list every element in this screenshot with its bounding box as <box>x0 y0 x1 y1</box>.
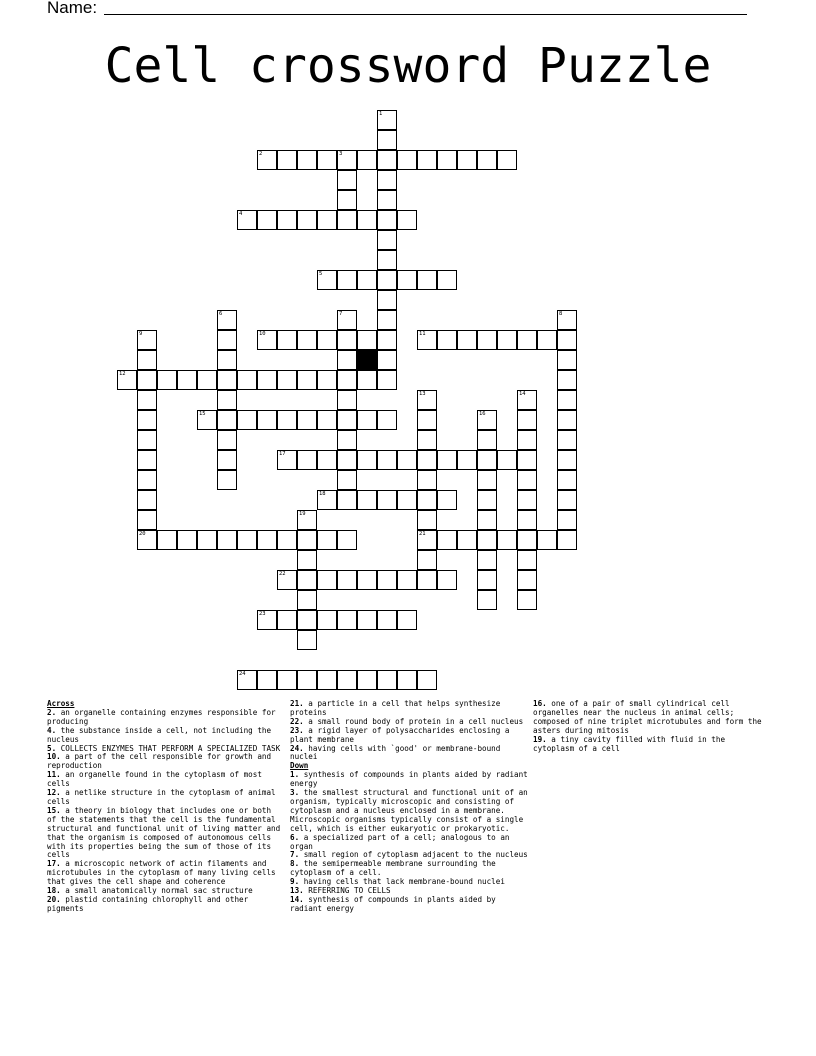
grid-cell[interactable] <box>137 410 157 430</box>
clue-number: 18 <box>319 491 326 497</box>
grid-cell[interactable] <box>137 390 157 410</box>
grid-cell[interactable] <box>377 670 397 690</box>
grid-cell[interactable] <box>337 150 357 170</box>
down-heading: Down <box>290 761 309 771</box>
clue-across-23: 23. a rigid layer of polysaccharides enclosing a plant membrane <box>290 725 510 744</box>
grid-cell[interactable] <box>377 290 397 310</box>
grid-cell[interactable] <box>317 450 337 470</box>
grid-cell[interactable] <box>237 370 257 390</box>
grid-cell[interactable] <box>377 450 397 470</box>
grid-cell[interactable] <box>357 270 377 290</box>
grid-cell[interactable] <box>417 410 437 430</box>
clues-column-2 <box>290 700 528 914</box>
grid-cell[interactable] <box>217 370 237 390</box>
grid-cell[interactable] <box>517 590 537 610</box>
grid-cell[interactable] <box>377 250 397 270</box>
grid-cell[interactable] <box>517 530 537 550</box>
grid-cell[interactable] <box>417 270 437 290</box>
grid-cell[interactable] <box>337 170 357 190</box>
grid-cell[interactable] <box>317 530 337 550</box>
clue-number: 16 <box>479 411 486 417</box>
grid-cell[interactable] <box>377 310 397 330</box>
clue-across-18: 18. a small anatomically normal sac structure <box>47 886 253 896</box>
grid-cell[interactable] <box>137 430 157 450</box>
grid-cell[interactable] <box>317 570 337 590</box>
grid-cell[interactable] <box>297 610 317 630</box>
grid-cell[interactable] <box>377 410 397 430</box>
grid-cell[interactable] <box>557 330 577 350</box>
grid-cell[interactable] <box>537 330 557 350</box>
grid-cell[interactable] <box>517 510 537 530</box>
grid-cell[interactable] <box>357 490 377 510</box>
grid-cell[interactable] <box>177 530 197 550</box>
grid-cell[interactable] <box>257 670 277 690</box>
name-row <box>47 0 747 19</box>
grid-cell[interactable] <box>437 490 457 510</box>
grid-cell[interactable] <box>157 530 177 550</box>
grid-cell[interactable] <box>517 450 537 470</box>
grid-cell[interactable] <box>277 370 297 390</box>
grid-cell[interactable] <box>237 670 257 690</box>
grid-cell[interactable] <box>337 390 357 410</box>
grid-cell[interactable] <box>157 370 177 390</box>
grid-cell[interactable] <box>417 430 437 450</box>
grid-cell[interactable] <box>397 570 417 590</box>
grid-cell[interactable] <box>137 330 157 350</box>
clue-number: 5 <box>319 271 323 277</box>
grid-cell[interactable] <box>217 310 237 330</box>
clue-down-9: 9. having cells that lack membrane-bound nuclei <box>290 877 505 887</box>
clue-across-15: 15. a theory in biology that includes one or both of the statements that the cell is the fundamental structural and functional unit of living matter and that the organism is composed of autonomous cells with its properties being the sum of those of its cells <box>47 805 281 860</box>
clue-down-16: 16. one of a pair of small cylindrical cell organelles near the nucleus in animal cells; composed of nine triplet microtubules and form the asters during mitosis <box>533 699 762 735</box>
clue-down-8: 8. the semipermeable membrane surrounding the cytoplasm of a cell. <box>290 859 496 878</box>
grid-cell[interactable] <box>557 310 577 330</box>
grid-cell[interactable] <box>357 570 377 590</box>
grid-cell[interactable] <box>557 350 577 370</box>
grid-cell[interactable] <box>377 490 397 510</box>
grid-cell[interactable] <box>257 150 277 170</box>
grid-cell[interactable] <box>297 670 317 690</box>
grid-cell[interactable] <box>437 150 457 170</box>
grid-cell[interactable] <box>517 410 537 430</box>
clue-across-12: 12. a netlike structure in the cytoplasm of animal cells <box>47 788 276 806</box>
grid-cell[interactable] <box>517 570 537 590</box>
grid-cell[interactable] <box>337 610 357 630</box>
grid-cell[interactable] <box>377 190 397 210</box>
clue-number: 3 <box>339 151 343 157</box>
clue-number: 1 <box>379 111 383 117</box>
grid-cell[interactable] <box>417 490 437 510</box>
grid-cell[interactable] <box>237 530 257 550</box>
clues-column-1 <box>47 700 283 914</box>
grid-cell[interactable] <box>437 450 457 470</box>
grid-cell[interactable] <box>237 210 257 230</box>
grid-cell[interactable] <box>557 450 577 470</box>
grid-cell[interactable] <box>137 490 157 510</box>
grid-cell[interactable] <box>417 670 437 690</box>
grid-cell[interactable] <box>397 450 417 470</box>
grid-cell[interactable] <box>477 330 497 350</box>
grid-cell[interactable] <box>557 530 577 550</box>
grid-cell[interactable] <box>317 210 337 230</box>
grid-cell[interactable] <box>437 530 457 550</box>
grid-cell[interactable] <box>417 470 437 490</box>
grid-cell[interactable] <box>557 470 577 490</box>
grid-cell[interactable] <box>497 150 517 170</box>
grid-cell[interactable] <box>297 150 317 170</box>
grid-cell[interactable] <box>217 450 237 470</box>
page-title: Cell crossword Puzzle <box>104 38 712 94</box>
grid-cell[interactable] <box>397 670 417 690</box>
grid-cell[interactable] <box>477 530 497 550</box>
grid-cell[interactable] <box>357 150 377 170</box>
grid-cell[interactable] <box>257 210 277 230</box>
grid-cell[interactable] <box>297 630 317 650</box>
grid-cell[interactable] <box>517 550 537 570</box>
grid-cell[interactable] <box>317 270 337 290</box>
grid-cell[interactable] <box>297 410 317 430</box>
grid-cell[interactable] <box>377 610 397 630</box>
grid-cell[interactable] <box>337 670 357 690</box>
clue-across-11: 11. an organelle found in the cytoplasm of most cells <box>47 770 262 789</box>
grid-cell[interactable] <box>217 350 237 370</box>
clue-across-24: 24. having cells with `good' or membrane-bound nuclei <box>290 743 501 762</box>
grid-cell[interactable] <box>337 310 357 330</box>
clue-number: 8 <box>559 311 563 317</box>
grid-cell[interactable] <box>257 370 277 390</box>
grid-cell[interactable] <box>477 150 497 170</box>
grid-cell[interactable] <box>417 150 437 170</box>
grid-cell[interactable] <box>297 330 317 350</box>
grid-cell[interactable] <box>377 110 397 130</box>
grid-cell[interactable] <box>557 430 577 450</box>
grid-cell[interactable] <box>137 470 157 490</box>
clue-number: 19 <box>299 511 306 517</box>
grid-cell[interactable] <box>277 570 297 590</box>
clue-number: 12 <box>119 371 126 377</box>
clue-number: 21 <box>419 531 426 537</box>
grid-cell[interactable] <box>317 150 337 170</box>
grid-cell[interactable] <box>277 670 297 690</box>
clue-across-5: 5. COLLECTS ENZYMES THAT PERFORM A SPECIALIZED TASK <box>47 743 281 753</box>
name-line[interactable] <box>104 14 747 15</box>
grid-cell[interactable] <box>257 410 277 430</box>
grid-cell[interactable] <box>497 330 517 350</box>
grid-cell[interactable] <box>357 210 377 230</box>
grid-cell[interactable] <box>137 350 157 370</box>
clue-number: 10 <box>259 331 266 337</box>
grid-cell[interactable] <box>517 330 537 350</box>
clue-number: 2 <box>259 151 263 157</box>
clue-across-21: 21. a particle in a cell that helps synthesize proteins <box>290 699 501 717</box>
grid-cell[interactable] <box>357 330 377 350</box>
grid-cell[interactable] <box>337 370 357 390</box>
grid-cell[interactable] <box>537 530 557 550</box>
grid-cell[interactable] <box>517 490 537 510</box>
grid-cell[interactable] <box>217 430 237 450</box>
clue-number: 6 <box>219 311 223 317</box>
grid-cell[interactable] <box>297 450 317 470</box>
grid-cell[interactable] <box>557 490 577 510</box>
clue-number: 4 <box>239 211 243 217</box>
clue-number: 20 <box>139 531 146 537</box>
grid-cell[interactable] <box>377 150 397 170</box>
grid-cell[interactable] <box>477 510 497 530</box>
grid-cell[interactable] <box>377 170 397 190</box>
grid-cell[interactable] <box>137 530 157 550</box>
grid-cell[interactable] <box>477 590 497 610</box>
grid-cell[interactable] <box>417 550 437 570</box>
grid-cell[interactable] <box>377 130 397 150</box>
grid-cell[interactable] <box>277 450 297 470</box>
grid-cell[interactable] <box>417 390 437 410</box>
grid-cell[interactable] <box>357 610 377 630</box>
grid-cell[interactable] <box>417 450 437 470</box>
grid-cell[interactable] <box>437 570 457 590</box>
grid-cell[interactable] <box>317 610 337 630</box>
grid-cell[interactable] <box>377 570 397 590</box>
clue-across-22: 22. a small round body of protein in a cell nucleus <box>290 716 524 726</box>
grid-cell[interactable] <box>297 530 317 550</box>
clue-down-7: 7. small region of cytoplasm adjacent to the nucleus <box>290 850 528 860</box>
grid-cell[interactable] <box>517 470 537 490</box>
grid-cell[interactable] <box>337 190 357 210</box>
grid-cell[interactable] <box>277 530 297 550</box>
grid-cell[interactable] <box>317 410 337 430</box>
grid-cell[interactable] <box>477 570 497 590</box>
grid-cell[interactable] <box>457 150 477 170</box>
grid-cell[interactable] <box>257 610 277 630</box>
grid-cell[interactable] <box>357 410 377 430</box>
across-heading: Across <box>47 699 75 708</box>
grid-cell[interactable] <box>277 210 297 230</box>
grid-cell[interactable] <box>217 470 237 490</box>
grid-cell[interactable] <box>237 410 257 430</box>
clue-across-2: 2. an organelle containing enzymes responsible for producing <box>47 707 276 726</box>
grid-cell[interactable] <box>357 670 377 690</box>
grid-cell[interactable] <box>337 470 357 490</box>
grid-cell[interactable] <box>477 430 497 450</box>
grid-cell[interactable] <box>357 370 377 390</box>
grid-cell[interactable] <box>557 390 577 410</box>
grid-cell[interactable] <box>497 530 517 550</box>
grid-cell[interactable] <box>217 330 237 350</box>
grid-cell[interactable] <box>337 570 357 590</box>
grid-cell[interactable] <box>437 270 457 290</box>
grid-cell[interactable] <box>117 370 137 390</box>
clue-down-19: 19. a tiny cavity filled with fluid in the cytoplasm of a cell <box>533 734 726 753</box>
grid-cell[interactable] <box>337 530 357 550</box>
grid-cell[interactable] <box>217 530 237 550</box>
clue-number: 11 <box>419 331 426 337</box>
clue-number: 23 <box>259 611 266 617</box>
clue-down-3: 3. the smallest structural and functional unit of an organism, typically microscopic and consisting of cytoplasm and a nucleus enclosed in a membrane. Microscopic organisms typically consist of a single cell, which is either eukaryotic or prokaryotic. <box>290 788 528 833</box>
grid-cell[interactable] <box>137 510 157 530</box>
grid-cell[interactable] <box>317 330 337 350</box>
clue-down-13: 13. REFERRING TO CELLS <box>290 886 391 896</box>
clue-number: 15 <box>199 411 206 417</box>
grid-cell[interactable] <box>317 490 337 510</box>
grid-cell[interactable] <box>377 330 397 350</box>
clue-down-1: 1. synthesis of compounds in plants aided by radiant energy <box>290 770 528 789</box>
clues-column-3 <box>533 700 765 753</box>
grid-cell[interactable] <box>377 270 397 290</box>
clue-number: 13 <box>419 391 426 397</box>
clue-number: 7 <box>339 311 343 317</box>
grid-cell[interactable] <box>557 370 577 390</box>
grid-cell[interactable] <box>337 210 357 230</box>
clue-down-6: 6. a specialized part of a cell; analogous to an organ <box>290 832 510 851</box>
grid-cell[interactable] <box>277 330 297 350</box>
grid-cell[interactable] <box>257 330 277 350</box>
grid-cell[interactable] <box>477 550 497 570</box>
clue-number: 22 <box>279 571 286 577</box>
grid-cell[interactable] <box>377 370 397 390</box>
grid-cell[interactable] <box>137 370 157 390</box>
grid-cell[interactable] <box>297 570 317 590</box>
grid-cell[interactable] <box>417 330 437 350</box>
clue-number: 14 <box>519 391 526 397</box>
grid-cell[interactable] <box>397 150 417 170</box>
grid-cell[interactable] <box>297 370 317 390</box>
clue-number: 24 <box>239 671 246 677</box>
grid-cell[interactable] <box>477 410 497 430</box>
grid-cell[interactable] <box>177 370 197 390</box>
grid-cell[interactable] <box>557 510 577 530</box>
grid-cell[interactable] <box>557 410 577 430</box>
grid-cell[interactable] <box>297 550 317 570</box>
clue-across-4: 4. the substance inside a cell, not including the nucleus <box>47 725 272 744</box>
grid-cell[interactable] <box>477 490 497 510</box>
grid-cell[interactable] <box>197 370 217 390</box>
clue-down-14: 14. synthesis of compounds in plants aided by radiant energy <box>290 894 496 913</box>
grid-cell[interactable] <box>297 210 317 230</box>
clue-across-10: 10. a part of the cell responsible for growth and reproduction <box>47 752 272 771</box>
clue-across-20: 20. plastid containing chlorophyll and other pigments <box>47 894 249 913</box>
grid-cell[interactable] <box>217 410 237 430</box>
grid-cell[interactable] <box>217 390 237 410</box>
grid-cell[interactable] <box>297 510 317 530</box>
grid-cell[interactable] <box>417 570 437 590</box>
grid-cell[interactable] <box>377 350 397 370</box>
grid-cell[interactable] <box>517 430 537 450</box>
grid-cell-black <box>357 350 377 370</box>
grid-cell[interactable] <box>337 350 357 370</box>
grid-cell[interactable] <box>397 490 417 510</box>
grid-cell[interactable] <box>277 150 297 170</box>
grid-cell[interactable] <box>337 430 357 450</box>
grid-cell[interactable] <box>477 450 497 470</box>
grid-cell[interactable] <box>337 270 357 290</box>
grid-cell[interactable] <box>457 530 477 550</box>
grid-cell[interactable] <box>397 210 417 230</box>
grid-cell[interactable] <box>517 390 537 410</box>
grid-cell[interactable] <box>417 510 437 530</box>
grid-cell[interactable] <box>137 450 157 470</box>
grid-cell[interactable] <box>377 230 397 250</box>
grid-cell[interactable] <box>437 330 457 350</box>
grid-cell[interactable] <box>297 590 317 610</box>
grid-cell[interactable] <box>277 610 297 630</box>
grid-cell[interactable] <box>277 410 297 430</box>
clue-number: 9 <box>139 331 143 337</box>
grid-cell[interactable] <box>457 330 477 350</box>
grid-cell[interactable] <box>357 450 377 470</box>
grid-cell[interactable] <box>337 330 357 350</box>
name-label: Name: <box>47 0 98 17</box>
grid-cell[interactable] <box>337 450 357 470</box>
grid-cell[interactable] <box>477 470 497 490</box>
grid-cell[interactable] <box>397 270 417 290</box>
grid-cell[interactable] <box>397 610 417 630</box>
clue-across-17: 17. a microscopic network of actin filaments and microtubules in the cytoplasm of many living cells that gives the cell shape and coherence <box>47 859 276 887</box>
grid-cell[interactable] <box>337 490 357 510</box>
grid-cell[interactable] <box>317 670 337 690</box>
grid-cell[interactable] <box>417 530 437 550</box>
grid-cell[interactable] <box>317 370 337 390</box>
clue-number: 17 <box>279 451 286 457</box>
grid-cell[interactable] <box>197 530 217 550</box>
grid-cell[interactable] <box>197 410 217 430</box>
grid-cell[interactable] <box>457 450 477 470</box>
grid-cell[interactable] <box>497 450 517 470</box>
grid-cell[interactable] <box>377 210 397 230</box>
grid-cell[interactable] <box>257 530 277 550</box>
grid-cell[interactable] <box>337 410 357 430</box>
